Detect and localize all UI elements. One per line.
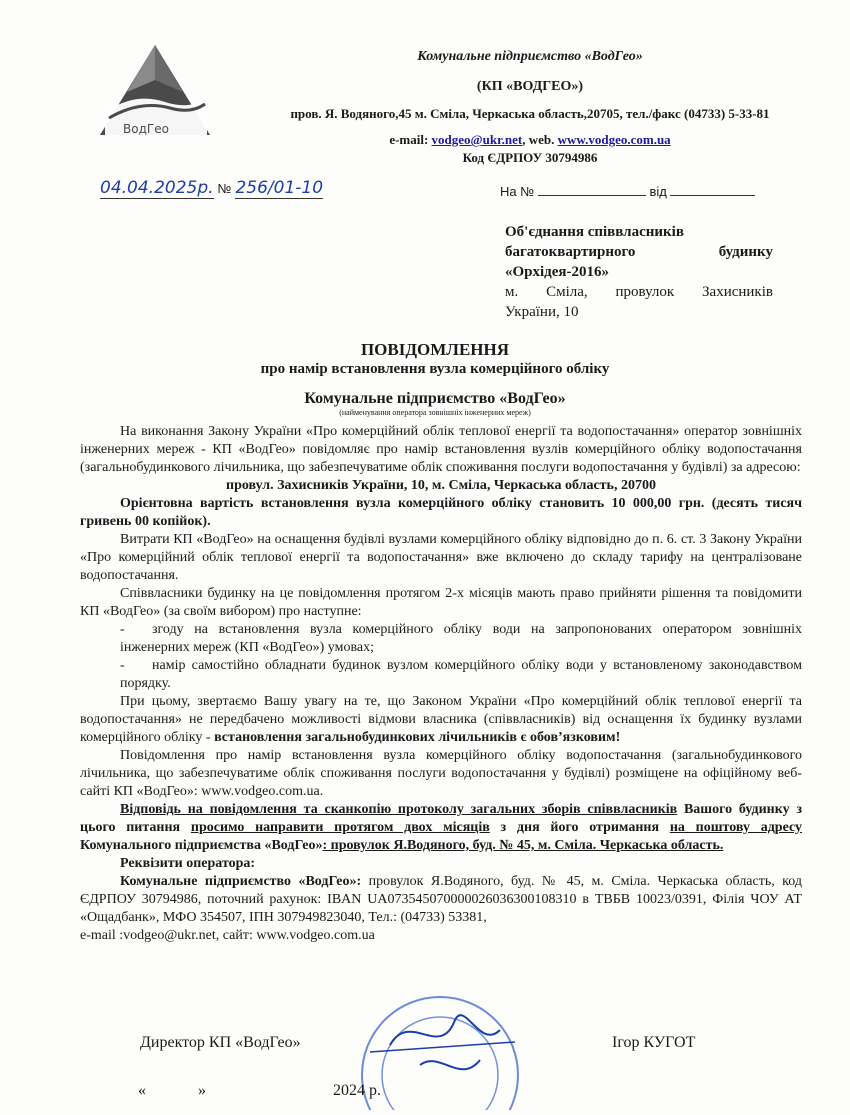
requisites-title: Реквізити оператора:: [120, 856, 256, 871]
notice-subtitle: про намір встановлення вузла комерційного обліку: [260, 361, 610, 377]
sign-date-quote-close: »: [198, 1082, 206, 1099]
outgoing-ref: [100, 178, 400, 198]
paragraph-mandatory: [80, 693, 802, 747]
addressee-word: Захисників: [702, 284, 773, 300]
addressee-block: [505, 222, 773, 322]
web-link[interactable]: www.vodgeo.com.ua: [557, 132, 671, 147]
reply-request-part: Вашого будинку з цього питання: [80, 802, 802, 835]
addressee-word: багатоквартирного: [505, 244, 636, 260]
org-short-name: (КП «ВОДГЕО»): [476, 79, 584, 94]
org-contacts: e-mail: vodgeo@ukr.net, web. www.vodgeo.com.ua: [389, 132, 671, 147]
email-label: e-mail:: [389, 132, 429, 147]
reply-date-line: [670, 194, 755, 196]
paragraph-costs-tariff: Витрати КП «ВодГео» на оснащення будівлі вузлами комерційного обліку відповідно до п. 6. ст. 3 Закону України «Про комерційний облік теплової енергії та водопостачання» вже включено до складу тарифу на централізоване водопостачання.: [80, 532, 802, 583]
bullet-self-install: [80, 657, 802, 693]
addressee-line: Об'єднання співвласників: [505, 224, 684, 240]
reply-number-line: [538, 194, 646, 196]
reply-date-label: від: [649, 184, 667, 199]
logo-text: ВодГео: [123, 122, 169, 136]
paragraph-owners-right: Співвласники будинку на це повідомлення протягом 2-х місяців мають право прийняти рішення та повідомити КП «ВодГео» (за своїм вибором) про наступне:: [80, 586, 802, 619]
paragraph-website: Повідомлення про намір встановлення вузла комерційного обліку водопостачання (загальнобудинкового лічильника, що забезпечуватиме облік споживання послуги водопостачання у будівлі) розміщене на офіційному веб-сайті КП «ВодГео»: www.vodgeo.com.ua.: [80, 748, 802, 799]
building-address: провул. Захисників України, 10, м. Сміла, Черкаська область, 20700: [226, 478, 656, 493]
addressee-line: [505, 282, 773, 302]
bullet-text: згоду на встановлення вузла комерційного обліку води на запропонованих оператором зовнішніх інженерних мереж (КП «ВодГео») умовах;: [120, 622, 802, 655]
addressee-word: м.: [505, 284, 519, 300]
operator-caption: (найменування оператора зовнішніх інженерних мереж): [339, 408, 531, 417]
ref-number-label: №: [217, 181, 232, 196]
notice-body: [80, 423, 802, 945]
addressee-word: будинку: [718, 244, 773, 260]
mandatory-emphasis: встановлення загальнобудинкових лічильників є обов’язковим!: [214, 730, 621, 745]
org-name: Комунальне підприємство «ВодГео»: [417, 49, 643, 64]
web-label: web.: [528, 132, 555, 147]
email-link[interactable]: vodgeo@ukr.net: [431, 132, 523, 147]
bullet-dash: -: [120, 622, 125, 637]
org-edrpou: Код ЄДРПОУ 30794986: [462, 150, 598, 165]
operator-name: Комунальне підприємство «ВодГео»: [304, 390, 566, 407]
addressee-word: провулок: [615, 284, 675, 300]
requisites-text: [80, 873, 802, 927]
addressee-line: [505, 242, 773, 262]
sign-date-quote-open: «: [138, 1082, 146, 1099]
reply-request-part: Комунального підприємства «ВодГео»: [80, 838, 323, 853]
paragraph-intro: На виконання Закону України «Про комерційний облік теплової енергії та водопостачання» оператор зовнішніх інженерних мереж - КП «ВодГео» повідомляє про намір встановлення вузлів комерційного обліку водопостачання (загальнобудинкового лічильника, що забезпечуватиме облік споживання послуги водопостачання у будівлі) за адресою:: [80, 424, 802, 475]
notice-title: ПОВІДОМЛЕННЯ: [360, 340, 510, 359]
company-logo: [95, 40, 215, 150]
bullet-text: намір самостійно обладнати будинок вузлом комерційного обліку води у встановленому законодавством порядку.: [120, 658, 802, 691]
reply-request-part: на поштову адресу: [669, 820, 802, 835]
reply-request-part: з дня його отримання: [489, 820, 670, 835]
signatory-name: Ігор КУГОТ: [612, 1034, 696, 1051]
addressee-word: Сміла,: [546, 284, 588, 300]
reply-request-part: : провулок Я.Водяного, буд. № 45, м. Сміла. Черкаська область.: [322, 838, 724, 853]
bullet-consent: [80, 621, 802, 657]
signatory-position: Директор КП «ВодГео»: [140, 1034, 301, 1051]
requisites-contacts: e-mail :vodgeo@ukr.net, сайт: www.vodgeo.com.ua: [80, 928, 375, 943]
incoming-ref: [500, 184, 755, 199]
addressee-line: «Орхідея-2016»: [505, 264, 610, 280]
ref-number: 256/01-10: [235, 178, 324, 198]
addressee-line: України, 10: [505, 304, 579, 320]
bullet-dash: -: [120, 658, 125, 673]
paragraph-reply-request: [80, 801, 802, 855]
reply-request-part: просимо направити протягом двох місяців: [190, 820, 490, 835]
ref-date: 04.04.2025р.: [100, 178, 214, 198]
org-address: пров. Я. Водяного,45 м. Сміла, Черкаська область,20705, тел./факс (04733) 5-33-81: [290, 106, 770, 121]
requisites-name: Комунальне підприємство «ВодГео»:: [120, 874, 362, 889]
sign-date-year: 2024 р.: [333, 1082, 381, 1099]
reply-number-label: На №: [500, 184, 535, 199]
mandatory-text: При цьому, звертаємо Вашу увагу на те, що Законом України «Про комерційний облік теплової енергії та водопостачання» не передбачено можливості відмови власника (співвласників) від оснащення їх будинку вузлами комерційного обліку -: [80, 694, 802, 745]
requisites-details: провулок Я.Водяного, буд. № 45, м. Сміла. Черкаська область, код ЄДРПОУ 30794986, поточний рахунок: IBAN UA073545070000026036300108310 в ТВБВ 10023/0391, Філія ЧОУ АТ «Ощадбанк», МФО 354507, ІПН 307949823040, Тел.: (04733) 53381,: [80, 874, 802, 925]
reply-request-part: Відповідь на повідомлення та сканкопію протоколу загальних зборів співвласників: [120, 802, 678, 817]
paragraph-cost: Орієнтовна вартість встановлення вузла комерційного обліку становить 10 000,00 грн. (десять тисяч гривень 00 копійок).: [80, 496, 802, 529]
